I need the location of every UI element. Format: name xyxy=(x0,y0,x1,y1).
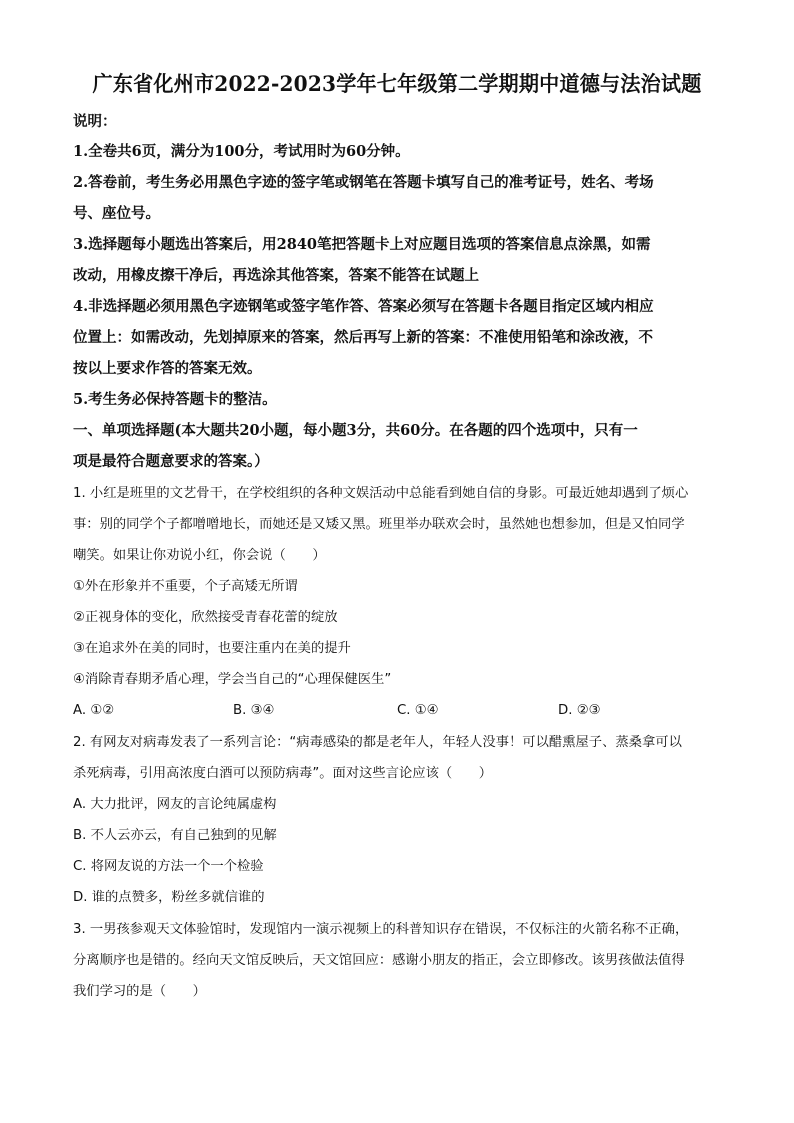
instruction-line: 4.非选择题必须用黑色字迹钢笔或签字笔作答、答案必须写在答题卡各题目指定区域内相应 xyxy=(73,298,654,315)
question-2-option-c: C. 将网友说的方法一个一个检验 xyxy=(73,859,264,874)
instruction-line: 改动，用橡皮擦干净后，再选涂其他答案，答案不能答在试题上 xyxy=(73,267,479,284)
question-1-stem: 1. 小红是班里的文艺骨干，在学校组织的各种文娱活动中总能看到她自信的身影。可最近她却遇到了烦心 xyxy=(73,486,689,501)
instructions-heading: 说明： xyxy=(73,113,117,130)
question-2-option-b: B. 不人云亦云，有自己独到的见解 xyxy=(73,828,277,843)
question-2-option-d: D. 谁的点赞多，粉丝多就信谁的 xyxy=(73,890,265,905)
question-1-item: ②正视身体的变化，欣然接受青春花蕾的绽放 xyxy=(73,610,338,625)
question-1-stem: 嘲笑。如果让你劝说小红，你会说（ ） xyxy=(73,548,326,563)
instruction-line: 按以上要求作答的答案无效。 xyxy=(73,360,262,377)
instruction-line: 2.答卷前，考生务必用黑色字迹的签字笔或钢笔在答题卡填写自己的准考证号，姓名、考场 xyxy=(73,174,654,191)
question-3-stem: 3. 一男孩参观天文体验馆时，发现馆内一演示视频上的科普知识存在错误，不仅标注的火箭名称不正确， xyxy=(73,922,689,937)
question-1-stem: 事：别的同学个子都噌噌地长，而她还是又矮又黑。班里举办联欢会时，虽然她也想参加，但是又怕同学 xyxy=(73,517,685,532)
instruction-line: 1.全卷共6页，满分为100分，考试用时为60分钟。 xyxy=(73,143,410,160)
question-1-option-c: C. ①④ xyxy=(397,703,439,718)
instruction-line: 5.考生务必保持答题卡的整洁。 xyxy=(73,391,277,408)
section-heading: 一、单项选择题(本大题共20小题，每小题3分，共60分。在各题的四个选项中，只有一 xyxy=(73,422,638,439)
section-heading: 项是最符合题意要求的答案。） xyxy=(73,453,269,470)
question-1-item: ①外在形象并不重要，个子高矮无所谓 xyxy=(73,579,298,594)
instruction-line: 位置上：如需改动，先划掉原来的答案，然后再写上新的答案：不准使用铅笔和涂改液，不 xyxy=(73,329,653,346)
question-1-option-a: A. ①② xyxy=(73,703,115,718)
page-title: 广东省化州市2022-2023学年七年级第二学期期中道德与法治试题 xyxy=(92,71,702,96)
question-3-stem: 分离顺序也是错的。经向天文馆反映后，天文馆回应：感谢小朋友的指正，会立即修改。该男孩做法值得 xyxy=(73,953,685,968)
question-1-item: ④消除青春期矛盾心理，学会当自己的“心理保健医生” xyxy=(73,672,392,687)
question-3-stem: 我们学习的是（ ） xyxy=(73,984,206,999)
question-2-option-a: A. 大力批评，网友的言论纯属虚构 xyxy=(73,797,277,812)
question-1-option-d: D. ②③ xyxy=(558,703,601,718)
question-2-stem: 2. 有网友对病毒发表了一系列言论：“病毒感染的都是老年人，年轻人没事！可以醋熏屋子、蒸桑拿可以 xyxy=(73,735,682,750)
instruction-line: 号、座位号。 xyxy=(73,205,160,222)
question-1-item: ③在追求外在美的同时，也要注重内在美的提升 xyxy=(73,641,351,656)
instruction-line: 3.选择题每小题选出答案后，用2840笔把答题卡上对应题目选项的答案信息点涂黑，如需 xyxy=(73,236,651,253)
question-1-option-b: B. ③④ xyxy=(233,703,275,718)
question-2-stem: 杀死病毒，引用高浓度白酒可以预防病毒”。面对这些言论应该（ ） xyxy=(73,766,493,781)
